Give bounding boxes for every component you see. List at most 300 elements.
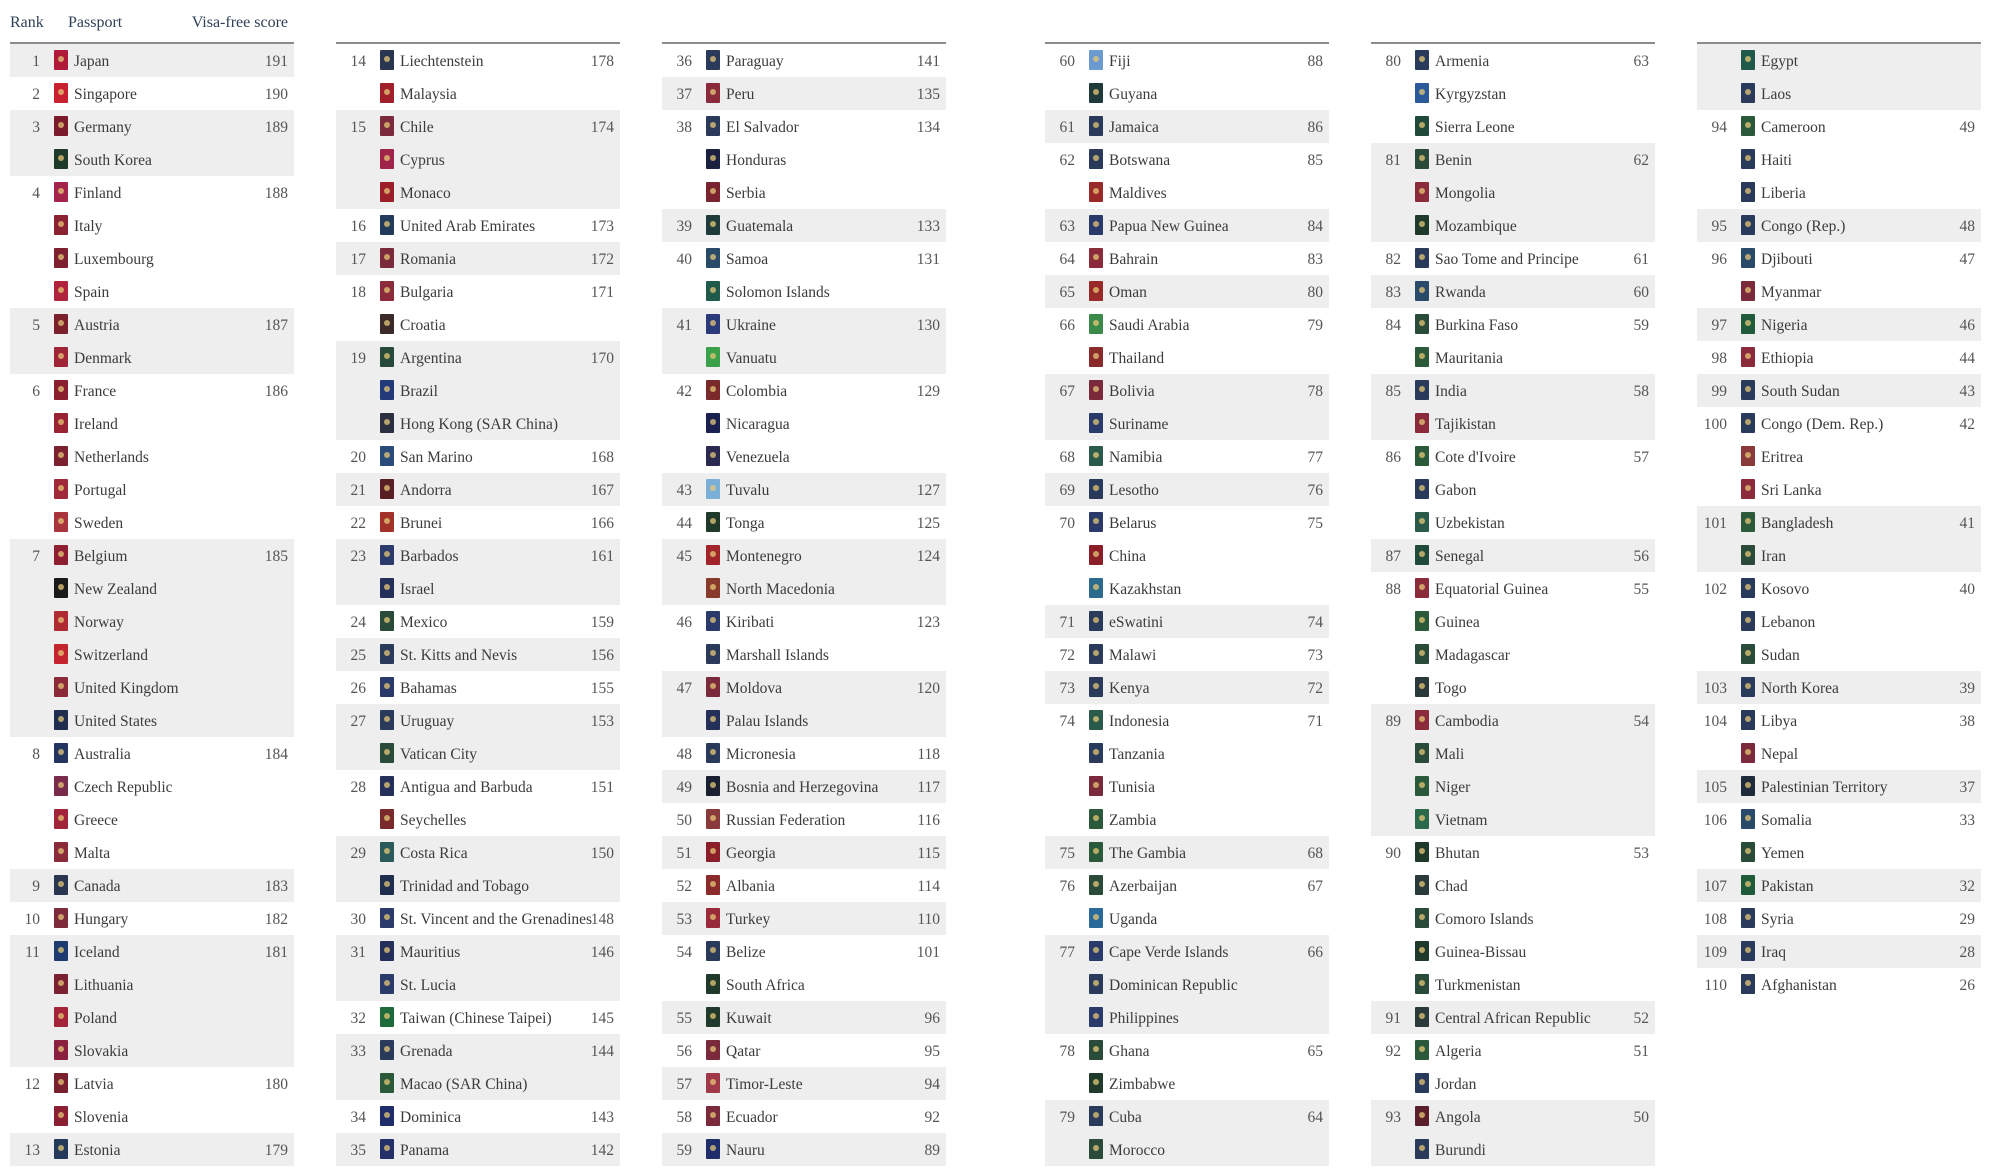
country-name: Mauritania <box>1435 350 1504 367</box>
rank-cell: 36 <box>676 53 692 70</box>
score-cell: 61 <box>1633 251 1649 268</box>
rank-cell: 109 <box>1703 944 1727 961</box>
table-row <box>336 1133 620 1166</box>
score-cell: 123 <box>916 614 940 631</box>
rank-cell: 40 <box>676 251 692 268</box>
table-row <box>1371 143 1655 176</box>
country-name: Nepal <box>1761 746 1799 763</box>
country-name: Malawi <box>1109 647 1157 664</box>
country-name: Uzbekistan <box>1435 515 1505 532</box>
score-cell: 26 <box>1959 977 1975 994</box>
passport-cover-icon <box>1089 1106 1103 1126</box>
passport-cover-icon <box>54 1007 68 1027</box>
table-row <box>10 836 294 869</box>
passport-cover-icon <box>1415 875 1429 895</box>
country-name: Ireland <box>74 416 118 433</box>
table-row <box>1371 341 1655 374</box>
passport-cover-icon <box>706 776 720 796</box>
country-name: Papua New Guinea <box>1109 218 1229 235</box>
passport-cover-icon <box>380 116 394 136</box>
table-row <box>10 737 294 770</box>
table-row <box>1045 770 1329 803</box>
country-name: United Kingdom <box>74 680 179 697</box>
score-cell: 53 <box>1633 845 1649 862</box>
table-row <box>10 1100 294 1133</box>
table-row <box>1371 110 1655 143</box>
passport-cover-icon <box>380 149 394 169</box>
table-row <box>1697 638 1981 671</box>
table-row <box>1045 275 1329 308</box>
passport-cover-icon <box>380 446 394 466</box>
table-row <box>1697 803 1981 836</box>
passport-cover-icon <box>706 380 720 400</box>
country-name: Romania <box>400 251 456 268</box>
country-name: eSwatini <box>1109 614 1164 631</box>
rank-cell: 37 <box>676 86 692 103</box>
table-row <box>1371 902 1655 935</box>
country-name: Armenia <box>1435 53 1490 70</box>
country-name: Latvia <box>74 1076 114 1093</box>
rank-cell: 43 <box>676 482 692 499</box>
rank-cell: 35 <box>350 1142 366 1159</box>
rank-cell: 2 <box>32 86 40 103</box>
score-cell: 38 <box>1959 713 1975 730</box>
country-name: Laos <box>1761 86 1792 103</box>
table-row <box>1371 572 1655 605</box>
country-name: Israel <box>400 581 435 598</box>
country-name: Kuwait <box>726 1010 772 1027</box>
country-name: Hong Kong (SAR China) <box>400 416 559 433</box>
score-cell: 156 <box>590 647 614 664</box>
passport-cover-icon <box>1089 875 1103 895</box>
country-name: Tajikistan <box>1435 416 1496 433</box>
country-name: Bulgaria <box>400 284 454 301</box>
score-cell: 56 <box>1633 548 1649 565</box>
country-name: Suriname <box>1109 416 1169 433</box>
table-row <box>1697 671 1981 704</box>
passport-cover-icon <box>380 413 394 433</box>
score-cell: 170 <box>590 350 614 367</box>
passport-cover-icon <box>1089 743 1103 763</box>
country-name: Sudan <box>1761 647 1800 664</box>
table-row <box>1371 1034 1655 1067</box>
country-name: Timor-Leste <box>726 1076 803 1093</box>
table-row <box>1045 539 1329 572</box>
passport-cover-icon <box>54 1073 68 1093</box>
passport-cover-icon <box>1741 314 1755 334</box>
country-name: Macao (SAR China) <box>400 1076 528 1093</box>
score-cell: 75 <box>1307 515 1323 532</box>
rank-cell: 80 <box>1385 53 1401 70</box>
passport-cover-icon <box>1415 908 1429 928</box>
passport-cover-icon <box>380 1007 394 1027</box>
passport-cover-icon <box>1415 677 1429 697</box>
country-name: Bosnia and Herzegovina <box>726 779 879 796</box>
table-row <box>10 374 294 407</box>
passport-cover-icon <box>1089 842 1103 862</box>
score-cell: 146 <box>590 944 614 961</box>
country-name: South Africa <box>726 977 805 994</box>
passport-cover-icon <box>1415 347 1429 367</box>
country-name: St. Vincent and the Grenadines <box>400 911 593 928</box>
table-row <box>336 638 620 671</box>
table-row <box>336 1067 620 1100</box>
table-row <box>1045 836 1329 869</box>
country-name: Russian Federation <box>726 812 846 829</box>
score-cell: 167 <box>590 482 614 499</box>
rank-cell: 104 <box>1703 713 1727 730</box>
table-row <box>662 1034 946 1067</box>
table-row <box>1045 1001 1329 1034</box>
table-row <box>662 242 946 275</box>
rank-cell: 90 <box>1385 845 1401 862</box>
passport-cover-icon <box>54 347 68 367</box>
country-name: Hungary <box>74 911 129 928</box>
score-cell: 58 <box>1633 383 1649 400</box>
country-name: France <box>74 383 117 400</box>
table-row <box>1697 341 1981 374</box>
table-row <box>1371 440 1655 473</box>
country-name: Rwanda <box>1435 284 1486 301</box>
country-name: San Marino <box>400 449 473 466</box>
country-name: Brazil <box>400 383 438 400</box>
country-name: Congo (Rep.) <box>1761 218 1846 235</box>
table-row <box>662 209 946 242</box>
passport-cover-icon <box>1415 776 1429 796</box>
table-row <box>10 506 294 539</box>
passport-cover-icon <box>1089 809 1103 829</box>
rank-cell: 11 <box>25 944 40 961</box>
table-row <box>10 308 294 341</box>
score-cell: 125 <box>916 515 940 532</box>
rank-cell: 18 <box>350 284 366 301</box>
country-name: Myanmar <box>1761 284 1822 301</box>
passport-cover-icon <box>1415 182 1429 202</box>
passport-cover-icon <box>706 941 720 961</box>
passport-cover-icon <box>706 875 720 895</box>
country-name: United Arab Emirates <box>400 218 536 235</box>
table-row <box>662 605 946 638</box>
rank-cell: 94 <box>1711 119 1727 136</box>
score-cell: 120 <box>916 680 940 697</box>
rank-cell: 45 <box>676 548 692 565</box>
country-name: Algeria <box>1435 1043 1482 1060</box>
country-name: Austria <box>74 317 120 334</box>
passport-cover-icon <box>380 842 394 862</box>
country-name: Samoa <box>726 251 769 268</box>
country-name: Colombia <box>726 383 788 400</box>
passport-cover-icon <box>1415 413 1429 433</box>
country-name: Benin <box>1435 152 1473 169</box>
passport-cover-icon <box>1089 644 1103 664</box>
rank-cell: 100 <box>1703 416 1727 433</box>
passport-cover-icon <box>706 314 720 334</box>
passport-cover-icon <box>54 974 68 994</box>
passport-cover-icon <box>54 182 68 202</box>
score-cell: 77 <box>1307 449 1323 466</box>
column-header <box>1697 0 1981 42</box>
country-name: Poland <box>74 1010 118 1027</box>
table-row <box>1045 143 1329 176</box>
country-name: Comoro Islands <box>1435 911 1534 928</box>
table-row <box>1371 737 1655 770</box>
country-name: Jordan <box>1435 1076 1477 1093</box>
rank-cell: 73 <box>1059 680 1075 697</box>
rank-cell: 14 <box>350 53 366 70</box>
country-name: Argentina <box>400 350 462 367</box>
country-name: Norway <box>74 614 124 631</box>
country-name: Cameroon <box>1761 119 1826 136</box>
table-row <box>10 341 294 374</box>
table-row <box>1697 110 1981 143</box>
country-name: Belgium <box>74 548 128 565</box>
country-name: Sierra Leone <box>1435 119 1515 136</box>
country-name: Zambia <box>1109 812 1157 829</box>
rank-cell: 77 <box>1059 944 1075 961</box>
score-cell: 190 <box>264 86 288 103</box>
country-name: Namibia <box>1109 449 1163 466</box>
passport-cover-icon <box>54 908 68 928</box>
rank-cell: 49 <box>676 779 692 796</box>
passport-cover-icon <box>380 677 394 697</box>
country-name: Malta <box>74 845 111 862</box>
country-name: Iceland <box>74 944 120 961</box>
table-row <box>662 836 946 869</box>
score-cell: 189 <box>264 119 288 136</box>
table-row <box>1045 440 1329 473</box>
passport-cover-icon <box>54 314 68 334</box>
country-name: Saudi Arabia <box>1109 317 1190 334</box>
table-row <box>10 935 294 968</box>
country-name: Georgia <box>726 845 776 862</box>
passport-cover-icon <box>54 710 68 730</box>
country-name: Slovenia <box>74 1109 129 1126</box>
country-name: Libya <box>1761 713 1798 730</box>
country-name: Cote d'Ivoire <box>1435 449 1516 466</box>
table-row <box>336 1100 620 1133</box>
passport-cover-icon <box>1415 743 1429 763</box>
passport-cover-icon <box>1415 446 1429 466</box>
score-cell: 159 <box>590 614 614 631</box>
score-cell: 181 <box>264 944 288 961</box>
country-name: Ecuador <box>726 1109 778 1126</box>
table-row <box>336 308 620 341</box>
rank-cell: 19 <box>350 350 366 367</box>
country-name: Croatia <box>400 317 446 334</box>
rank-cell: 87 <box>1385 548 1401 565</box>
country-name: Marshall Islands <box>726 647 829 664</box>
country-name: Cyprus <box>400 152 445 169</box>
country-name: Australia <box>74 746 131 763</box>
table-row <box>336 110 620 143</box>
rank-cell: 70 <box>1059 515 1075 532</box>
table-row <box>1371 473 1655 506</box>
rank-cell: 38 <box>676 119 692 136</box>
table-row <box>1697 374 1981 407</box>
score-cell: 118 <box>917 746 940 763</box>
passport-cover-icon <box>1741 248 1755 268</box>
rank-cell: 29 <box>350 845 366 862</box>
passport-cover-icon <box>1415 512 1429 532</box>
country-name: Mexico <box>400 614 448 631</box>
country-name: Guyana <box>1109 86 1158 103</box>
column-header <box>336 0 620 42</box>
table-row <box>336 539 620 572</box>
passport-cover-icon <box>1415 578 1429 598</box>
rank-cell: 72 <box>1059 647 1075 664</box>
passport-cover-icon <box>1089 314 1103 334</box>
table-row <box>1697 770 1981 803</box>
passport-cover-icon <box>380 50 394 70</box>
passport-cover-icon <box>1415 545 1429 565</box>
country-name: Albania <box>726 878 776 895</box>
country-name: Mongolia <box>1435 185 1496 202</box>
table-column <box>1045 0 1329 1166</box>
passport-cover-icon <box>1089 50 1103 70</box>
table-row <box>10 77 294 110</box>
rank-cell: 71 <box>1059 614 1075 631</box>
passport-cover-icon <box>1089 479 1103 499</box>
passport-cover-icon <box>706 545 720 565</box>
score-cell: 183 <box>264 878 288 895</box>
table-row <box>10 539 294 572</box>
passport-cover-icon <box>380 809 394 829</box>
rank-cell: 81 <box>1385 152 1401 169</box>
rank-cell: 88 <box>1385 581 1401 598</box>
rank-cell: 91 <box>1385 1010 1401 1027</box>
score-cell: 151 <box>590 779 614 796</box>
passport-cover-icon <box>1741 908 1755 928</box>
score-cell: 47 <box>1959 251 1975 268</box>
passport-cover-icon <box>1089 776 1103 796</box>
table-row <box>1045 1034 1329 1067</box>
table-row <box>1697 968 1981 1001</box>
passport-cover-icon <box>54 611 68 631</box>
score-cell: 50 <box>1633 1109 1649 1126</box>
table-row <box>1371 1067 1655 1100</box>
country-name: Montenegro <box>726 548 802 565</box>
table-row <box>10 1001 294 1034</box>
rank-cell: 54 <box>676 944 692 961</box>
passport-cover-icon <box>1415 974 1429 994</box>
passport-cover-icon <box>1089 1040 1103 1060</box>
rank-cell: 9 <box>32 878 40 895</box>
country-name: Finland <box>74 185 122 202</box>
passport-cover-icon <box>380 545 394 565</box>
table-column <box>1371 0 1655 1166</box>
country-name: Greece <box>74 812 118 829</box>
country-name: Iraq <box>1761 944 1786 961</box>
table-row <box>10 44 294 77</box>
passport-cover-icon <box>380 644 394 664</box>
country-name: Netherlands <box>74 449 149 466</box>
passport-cover-icon <box>706 116 720 136</box>
table-row <box>1045 473 1329 506</box>
passport-cover-icon <box>1089 710 1103 730</box>
passport-cover-icon <box>706 710 720 730</box>
table-row <box>10 110 294 143</box>
rank-cell: 20 <box>350 449 366 466</box>
table-row <box>662 176 946 209</box>
passport-cover-icon <box>380 479 394 499</box>
passport-cover-icon <box>1741 941 1755 961</box>
country-name: Qatar <box>726 1043 761 1060</box>
score-cell: 33 <box>1959 812 1975 829</box>
score-cell: 86 <box>1307 119 1323 136</box>
table-row <box>662 275 946 308</box>
passport-cover-icon <box>706 83 720 103</box>
table-row <box>1045 110 1329 143</box>
country-name: Monaco <box>400 185 451 202</box>
score-cell: 96 <box>924 1010 940 1027</box>
column-header <box>662 0 946 42</box>
country-name: St. Lucia <box>400 977 456 994</box>
country-name: Uruguay <box>400 713 455 730</box>
country-name: Peru <box>726 86 755 103</box>
country-name: Central African Republic <box>1435 1010 1591 1027</box>
table-row <box>662 143 946 176</box>
table-row <box>662 737 946 770</box>
passport-cover-icon <box>1741 281 1755 301</box>
table-row <box>1697 935 1981 968</box>
score-cell: 57 <box>1633 449 1649 466</box>
passport-cover-icon <box>380 743 394 763</box>
table-row <box>662 1100 946 1133</box>
passport-cover-icon <box>1089 347 1103 367</box>
header-score: Visa-free score <box>191 14 288 31</box>
table-row <box>336 275 620 308</box>
score-cell: 68 <box>1307 845 1323 862</box>
table-row <box>1697 440 1981 473</box>
table-row <box>662 770 946 803</box>
passport-cover-icon <box>1741 446 1755 466</box>
country-name: Sweden <box>74 515 124 532</box>
score-cell: 179 <box>264 1142 288 1159</box>
table-row <box>336 242 620 275</box>
score-cell: 62 <box>1633 152 1649 169</box>
rank-cell: 92 <box>1385 1043 1401 1060</box>
table-row <box>1371 308 1655 341</box>
table-row <box>1045 605 1329 638</box>
table-row <box>336 77 620 110</box>
score-cell: 76 <box>1307 482 1323 499</box>
rank-cell: 34 <box>350 1109 366 1126</box>
passport-cover-icon <box>706 842 720 862</box>
score-cell: 64 <box>1307 1109 1323 1126</box>
country-name: Equatorial Guinea <box>1435 581 1549 598</box>
table-row <box>336 44 620 77</box>
passport-cover-icon <box>1741 545 1755 565</box>
country-name: New Zealand <box>74 581 158 598</box>
country-name: United States <box>74 713 158 730</box>
score-cell: 63 <box>1633 53 1649 70</box>
score-cell: 110 <box>917 911 940 928</box>
rank-cell: 62 <box>1059 152 1075 169</box>
table-row <box>662 77 946 110</box>
passport-cover-icon <box>54 479 68 499</box>
passport-cover-icon <box>54 446 68 466</box>
passport-cover-icon <box>1741 116 1755 136</box>
passport-cover-icon <box>1089 512 1103 532</box>
passport-cover-icon <box>706 974 720 994</box>
country-name: Dominica <box>400 1109 462 1126</box>
table-row <box>336 143 620 176</box>
country-name: Kosovo <box>1761 581 1810 598</box>
country-name: Ghana <box>1109 1043 1150 1060</box>
rank-cell: 107 <box>1703 878 1727 895</box>
table-row <box>10 1034 294 1067</box>
score-cell: 174 <box>590 119 614 136</box>
